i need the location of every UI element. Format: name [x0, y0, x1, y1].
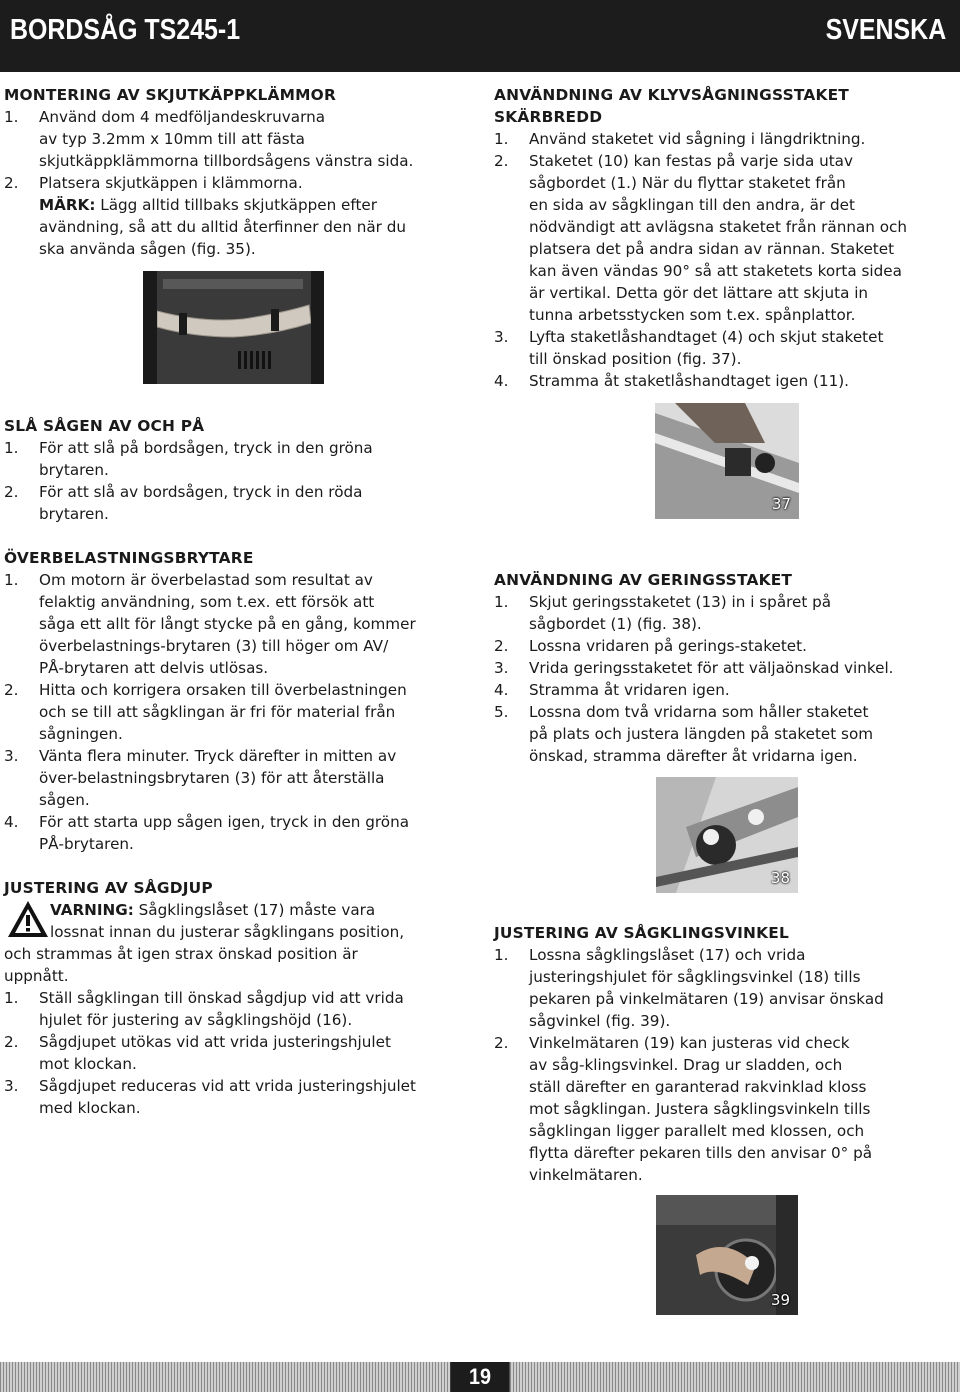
- section-bevel-angle: [494, 922, 958, 1186]
- list-item: 1. Om motorn är överbelastad som resultat av felaktig användning, som t.ex. ett försök att såga ett allt för långt stycke på en gång, kommer överbelastnings-brytaren (3) till höger om AV/ PÅ-brytaren att delvis utlösas.: [4, 571, 416, 677]
- list-item: 1. Använd dom 4 medföljandeskruvarna av typ 3.2mm x 10mm till att fästa skjutkäppklämmorna tillbordsågens vänstra sida.: [4, 108, 414, 170]
- fig37-photo: [655, 403, 799, 519]
- manual-title: BORDSÅG TS245-1: [10, 14, 241, 46]
- warning-icon: [6, 899, 50, 939]
- figure-number: 38: [770, 869, 790, 887]
- figure-number: 39: [770, 1291, 790, 1309]
- list-item: 3. Lyfta staketlåshandtaget (4) och skjut staketet till önskad position (fig. 37).: [494, 328, 884, 368]
- list-item: 3. Vänta flera minuter. Tryck därefter in mitten av över-belastningsbrytaren (3) för att återställa sågen.: [4, 747, 397, 809]
- language-label: SVENSKA: [825, 14, 946, 46]
- section-miter-gauge: [494, 569, 958, 767]
- list-item: 2. Sågdjupet utökas vid att vrida justeringshjulet mot klockan.: [4, 1033, 391, 1073]
- list-item: 5. Lossna dom två vridarna som håller staketet på plats och justera längden på staketet som önskad, stramma därefter åt vridarna igen.: [494, 703, 874, 765]
- section-heading: MONTERING AV SKJUTKÄPPKLÄMMOR: [4, 86, 337, 104]
- list-item: 2. Hitta och korrigera orsaken till överbelastningen och se till att sågklingan är fri för material från sågningen.: [4, 681, 407, 743]
- list-item: 1. Använd staketet vid sågning i längdriktning.: [494, 130, 866, 148]
- list-item: 1. Ställ sågklingan till önskad sågdjup vid att vrida hjulet för justering av sågklingshöjd (16).: [4, 989, 404, 1029]
- list-item: 4. För att starta upp sågen igen, tryck in den gröna PÅ-brytaren.: [4, 813, 410, 853]
- saw-pushstick-photo: [143, 271, 324, 384]
- section-rip-fence: [494, 84, 958, 392]
- page-number: 19: [450, 1362, 509, 1392]
- section-heading: SLÅ SÅGEN AV OCH PÅ: [4, 417, 205, 435]
- fig39-photo: [656, 1195, 798, 1315]
- list-item: 4. Stramma åt vridaren igen.: [494, 681, 730, 699]
- section-overload: [4, 547, 474, 855]
- list-item: 2. Staketet (10) kan festas på varje sida utav sågbordet (1.) När du flyttar staketet från en sida av sågklingan till den andra, är det nödvändigt att avlägsna staketet från rännan och platsera det på andra sidan av rännan. Staketet kan även vändas 90° så att staketets korta sidea är vertikal. Detta gör det lättare att skjuta in tunna arbetsstycken som t.ex. spånplattor.: [494, 152, 907, 324]
- list-item: 2. Vinkelmätaren (19) kan justeras vid check av såg-klingsvinkel. Drag ur sladden, och ställ därefter en garanterad rakvinklad kloss mot sågklingan. Justera sågklingsvinkeln tills sågklingan ligger parallelt med klossen, och flytta därefter pekaren tills den anvisar 0° på vinkelmätaren.: [494, 1034, 873, 1184]
- section-heading: ANVÄNDNING AV GERINGSSTAKET: [494, 571, 793, 589]
- list-item: 1. Skjut geringsstaketet (13) in i spåret på sågbordet (1) (fig. 38).: [494, 593, 832, 633]
- list-item: 2. Lossna vridaren på gerings-staketet.: [494, 637, 807, 655]
- section-heading: ÖVERBELASTNINGSBRYTARE: [4, 549, 254, 567]
- page-header: [0, 0, 960, 72]
- list-item: 1. För att slå på bordsågen, tryck in den gröna brytaren.: [4, 439, 373, 479]
- list-item: 3. Sågdjupet reduceras vid att vrida justeringshjulet med klockan.: [4, 1077, 416, 1117]
- list-item: 3. Vrida geringsstaketet för att väljaönskad vinkel.: [494, 659, 894, 677]
- figure-number: 37: [771, 495, 791, 513]
- section-montering: [4, 84, 474, 260]
- section-blade-depth: [4, 877, 474, 1119]
- section-power: [4, 415, 474, 525]
- section-heading: JUSTERING AV SÅGKLINGSVINKEL: [494, 924, 789, 942]
- warning-text: VARNING: Sågklingslåset (17) måste vara lossnat innan du justerar sågklingans position, och strammas åt igen strax önskad position är uppnått.: [4, 901, 405, 985]
- note: MÄRK: Lägg alltid tillbaks skjutkäppen efter avändning, så att du alltid återfinner den när du ska använda sågen (fig. 35).: [39, 196, 406, 258]
- list-item: 4. Stramma åt staketlåshandtaget igen (11).: [494, 372, 850, 390]
- list-item: 2. Platsera skjutkäppen i klämmorna.: [4, 174, 303, 192]
- list-item: 2. För att slå av bordsågen, tryck in den röda brytaren.: [4, 483, 363, 523]
- section-heading: JUSTERING AV SÅGDJUP: [4, 879, 213, 897]
- section-heading: ANVÄNDNING AV KLYVSÅGNINGSSTAKET SKÄRBREDD: [494, 86, 850, 126]
- page-footer: [0, 1362, 960, 1392]
- fig38-photo: [656, 777, 798, 893]
- list-item: 1. Lossna sågklingslåset (17) och vrida justeringshjulet för sågklingsvinkel (18) tills pekaren på vinkelmätaren (19) anvisar önskad sågvinkel (fig. 39).: [494, 946, 884, 1030]
